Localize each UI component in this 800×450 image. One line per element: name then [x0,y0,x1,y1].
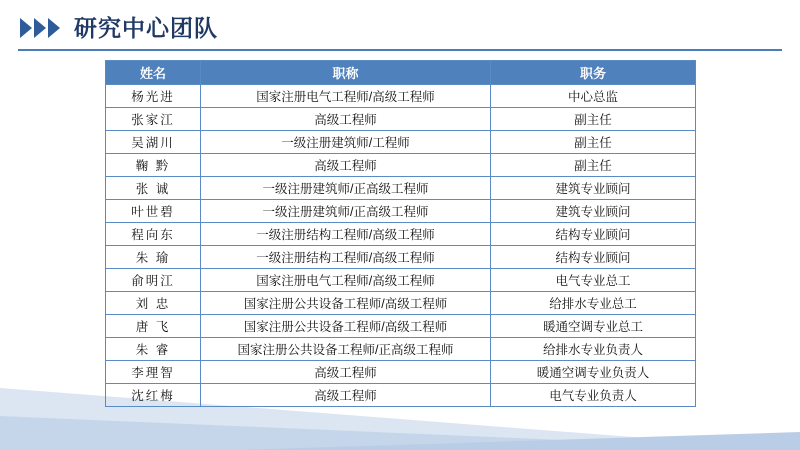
table-row [106,384,696,407]
table-row [106,269,696,292]
cell-title: 一级注册结构工程师/高级工程师 [201,246,491,269]
cell-role: 暖通空调专业负责人 [491,361,696,384]
title-divider [18,49,782,51]
table-row [106,315,696,338]
cell-name: 吴湖川 [106,131,201,154]
cell-role: 副主任 [491,108,696,131]
cell-role: 副主任 [491,131,696,154]
double-chevron-right-icon [18,15,64,41]
cell-role: 中心总监 [491,85,696,108]
table-row [106,177,696,200]
cell-name: 杨光进 [106,85,201,108]
column-header-role: 职务 [491,61,696,85]
cell-title: 一级注册结构工程师/高级工程师 [201,223,491,246]
table-row [106,200,696,223]
cell-role: 副主任 [491,154,696,177]
table-row [106,338,696,361]
cell-role: 给排水专业负责人 [491,338,696,361]
cell-title: 一级注册建筑师/正高级工程师 [201,200,491,223]
cell-name: 俞明江 [106,269,201,292]
background-triangle-dark [240,432,800,450]
slide-header [18,8,782,48]
cell-name: 刘 忠 [106,292,201,315]
cell-role: 建筑专业顾问 [491,177,696,200]
cell-name: 张 诚 [106,177,201,200]
table-row [106,246,696,269]
table-row [106,131,696,154]
table-row [106,108,696,131]
page-title: 研究中心团队 [74,14,218,41]
cell-name: 程向东 [106,223,201,246]
table-header-row [106,61,696,85]
cell-title: 国家注册电气工程师/高级工程师 [201,269,491,292]
table-row [106,361,696,384]
cell-title: 一级注册建筑师/正高级工程师 [201,177,491,200]
table-row [106,85,696,108]
cell-title: 高级工程师 [201,361,491,384]
cell-role: 结构专业顾问 [491,223,696,246]
cell-name: 朱 睿 [106,338,201,361]
cell-title: 国家注册公共设备工程师/正高级工程师 [201,338,491,361]
column-header-name: 姓名 [106,61,201,85]
table-row [106,292,696,315]
table-row [106,154,696,177]
team-table-container [105,60,695,407]
cell-name: 沈红梅 [106,384,201,407]
cell-title: 高级工程师 [201,108,491,131]
cell-title: 国家注册公共设备工程师/高级工程师 [201,315,491,338]
cell-name: 唐 飞 [106,315,201,338]
cell-role: 结构专业顾问 [491,246,696,269]
cell-title: 国家注册电气工程师/高级工程师 [201,85,491,108]
cell-title: 一级注册建筑师/工程师 [201,131,491,154]
column-header-title: 职称 [201,61,491,85]
cell-name: 张家江 [106,108,201,131]
cell-name: 鞠 黔 [106,154,201,177]
cell-title: 高级工程师 [201,384,491,407]
table-row [106,223,696,246]
cell-role: 电气专业负责人 [491,384,696,407]
cell-role: 暖通空调专业总工 [491,315,696,338]
cell-name: 朱 瑜 [106,246,201,269]
team-table [105,60,696,407]
cell-role: 电气专业总工 [491,269,696,292]
cell-role: 建筑专业顾问 [491,200,696,223]
cell-title: 国家注册公共设备工程师/高级工程师 [201,292,491,315]
cell-name: 叶世碧 [106,200,201,223]
cell-name: 李理智 [106,361,201,384]
cell-title: 高级工程师 [201,154,491,177]
cell-role: 给排水专业总工 [491,292,696,315]
background-triangle-mid [0,416,800,450]
